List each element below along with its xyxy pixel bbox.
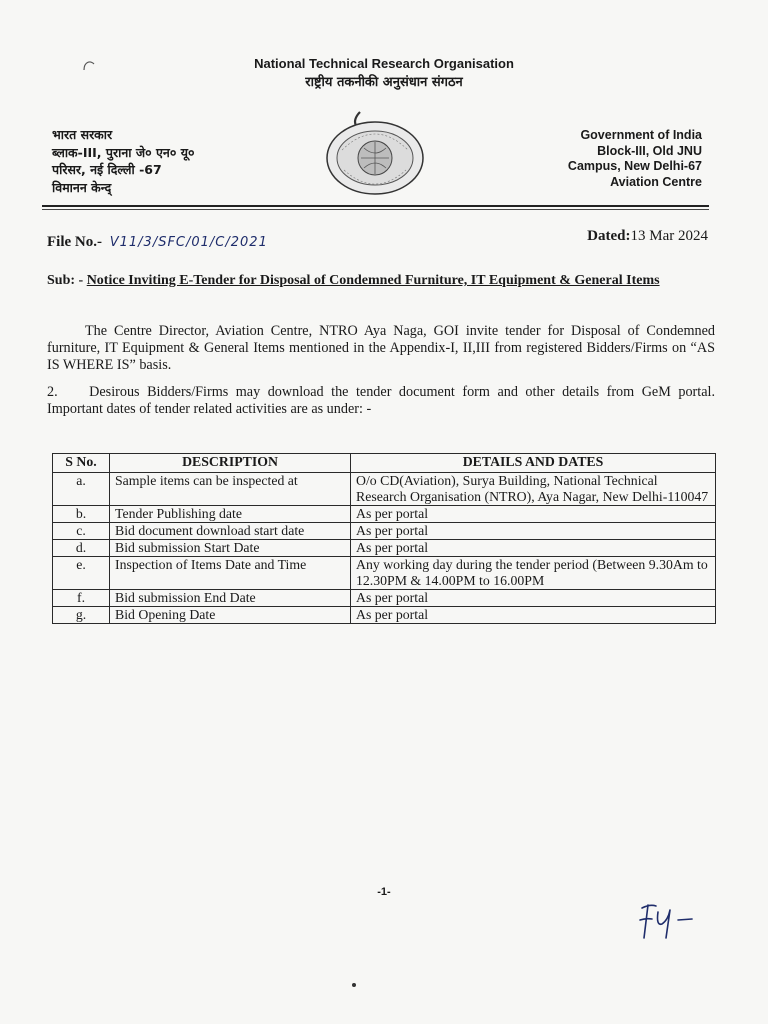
table-row	[53, 607, 716, 624]
cell-sno: b.	[53, 506, 110, 523]
file-number-label: File No.-	[47, 234, 102, 250]
address-hindi	[52, 126, 194, 196]
cell-description: Sample items can be inspected at	[110, 473, 351, 506]
cell-description: Tender Publishing date	[110, 506, 351, 523]
signature-mark	[630, 900, 710, 945]
cell-description: Inspection of Items Date and Time	[110, 557, 351, 590]
address-english	[568, 128, 702, 190]
cell-sno: d.	[53, 540, 110, 557]
cell-description: Bid submission End Date	[110, 590, 351, 607]
address-hindi-line: ब्लाक-III, पुराना जे० एन० यू०	[52, 144, 195, 160]
date-label: Dated:	[587, 228, 631, 244]
table-row	[53, 523, 716, 540]
stray-ink-dot	[352, 983, 356, 987]
address-hindi-line: भारत सरकार	[52, 127, 113, 142]
table-row	[53, 540, 716, 557]
cell-details: As per portal	[351, 506, 716, 523]
ntro-emblem-icon	[320, 108, 430, 198]
table-row	[53, 590, 716, 607]
cell-description: Bid document download start date	[110, 523, 351, 540]
cell-details: As per portal	[351, 540, 716, 557]
org-name-english: National Technical Research Organisation	[254, 56, 514, 71]
cell-details: As per portal	[351, 590, 716, 607]
file-number	[47, 234, 268, 251]
column-header-details: DETAILS AND DATES	[351, 454, 716, 473]
subject-line	[47, 272, 697, 289]
page-number: -1-	[377, 886, 391, 898]
cell-description: Bid Opening Date	[110, 607, 351, 624]
address-english-line: Government of India	[580, 128, 702, 142]
header-divider-thin	[42, 209, 709, 210]
cell-details: As per portal	[351, 607, 716, 624]
cell-details: Any working day during the tender period (Between 9.30Am to 12.30PM & 14.00PM to 16.00PM	[351, 557, 716, 590]
address-english-line: Block-III, Old JNU	[597, 143, 702, 158]
address-english-line: Campus, New Delhi-67	[567, 159, 702, 173]
cell-sno: g.	[53, 607, 110, 624]
file-number-handwritten: V11/3/SFC/01/C/2021	[109, 235, 268, 250]
address-hindi-line: विमानन केन्द्	[52, 179, 112, 195]
header-divider	[42, 205, 709, 207]
subject-text: Notice Inviting E-Tender for Disposal of Condemned Furniture, IT Equipment & General Items	[86, 273, 660, 288]
address-hindi-line: परिसर, नई दिल्ली -67	[52, 162, 162, 177]
cell-description: Bid submission Start Date	[110, 540, 351, 557]
date-line	[587, 228, 708, 245]
column-header-description: DESCRIPTION	[110, 454, 351, 473]
cell-sno: f.	[53, 590, 110, 607]
column-header-sno: S No.	[53, 454, 110, 473]
cell-details: O/o CD(Aviation), Surya Building, National Technical Research Organisation (NTRO), Aya Nagar, New Delhi-110047	[351, 473, 716, 506]
subject-prefix: Sub: -	[47, 273, 84, 288]
tender-dates-table	[52, 453, 716, 624]
org-name-hindi: राष्ट्रीय तकनीकी अनुसंधान संगठन	[305, 75, 463, 90]
table-header-row	[53, 454, 716, 473]
table-row	[53, 506, 716, 523]
cell-sno: c.	[53, 523, 110, 540]
cell-sno: a.	[53, 473, 110, 506]
address-english-line: Aviation Centre	[610, 174, 702, 189]
cell-details: As per portal	[351, 523, 716, 540]
cell-sno: e.	[53, 557, 110, 590]
paragraph-1: The Centre Director, Aviation Centre, NTRO Aya Naga, GOI invite tender for Disposal of Condemned furniture, IT Equipment & General Items mentioned in the Appendix-I, II,III from registered Bidders/Firms on “AS IS WHERE IS” basis.	[47, 323, 715, 373]
table-row	[53, 473, 716, 506]
paragraph-number: 2.	[47, 384, 58, 400]
paragraph-2	[47, 384, 715, 418]
paragraph-2-text: Desirous Bidders/Firms may download the tender document form and other details from GeM portal. Important dates of tender related activities are as under: -	[47, 384, 715, 417]
table-row	[53, 557, 716, 590]
date-value: 13 Mar 2024	[630, 228, 708, 244]
